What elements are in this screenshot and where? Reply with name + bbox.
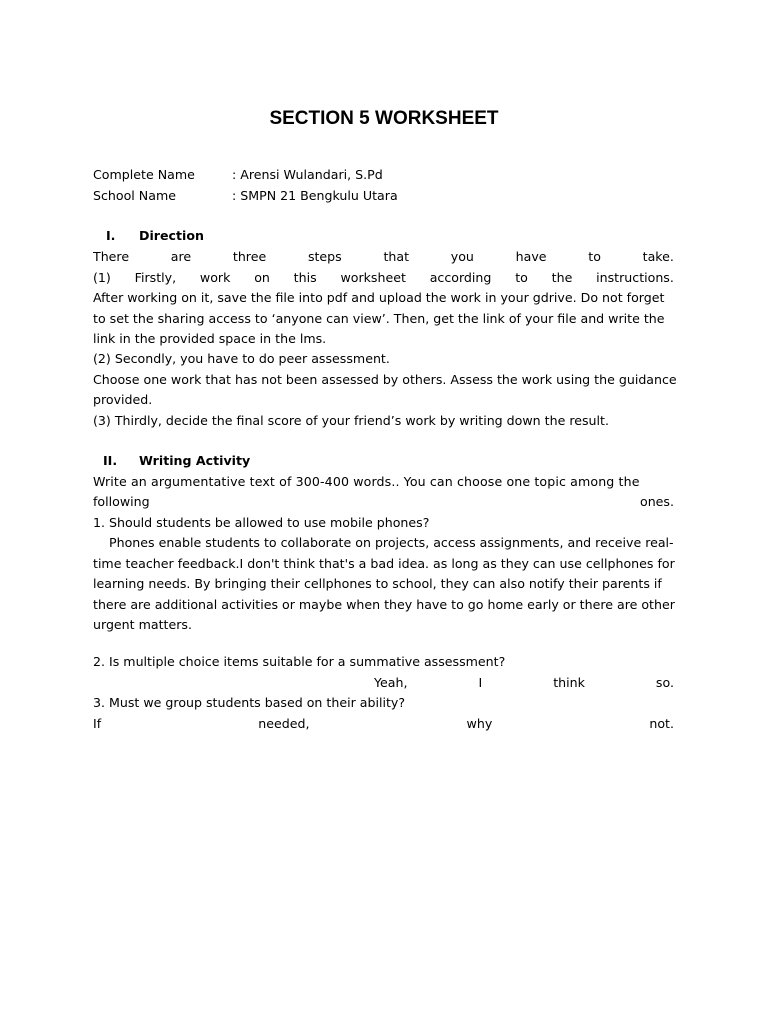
word: There [93, 249, 130, 264]
direction-line-8: provided. [93, 392, 153, 407]
section-heading-writing [93, 451, 674, 471]
name-value: : Arensi Wulandari, S.Pd [232, 167, 383, 182]
word: why [466, 716, 493, 731]
section-title: Direction [139, 228, 204, 243]
section-number: I. [106, 228, 116, 243]
word: (1) [93, 270, 111, 285]
school-label: School Name [93, 188, 176, 203]
writing-line-2 [93, 492, 674, 512]
word: not. [649, 716, 674, 731]
direction-line-2 [93, 268, 674, 288]
page-title: SECTION 5 WORKSHEET [269, 108, 499, 129]
word: worksheet [340, 270, 406, 285]
word: If [93, 716, 102, 731]
word: work [199, 270, 231, 285]
answer-2 [374, 673, 674, 693]
word: are [170, 249, 192, 264]
direction-line-5: link in the provided space in the lms. [93, 331, 327, 346]
school-row [93, 186, 674, 206]
word: the [551, 270, 573, 285]
name-row [93, 165, 674, 185]
name-label: Complete Name [93, 167, 195, 182]
direction-line-4: to set the sharing access to ‘anyone can view’. Then, get the link of your file and write the [93, 311, 665, 326]
word: to [515, 270, 528, 285]
answer-1-line-4: there are additional activities or maybe when they have to go home early or there are other [93, 597, 675, 612]
direction-line-1 [93, 247, 674, 267]
answer-1-line-5: urgent matters. [93, 617, 192, 632]
word: Yeah, [374, 675, 408, 690]
word: three [232, 249, 267, 264]
topic-2: 2. Is multiple choice items suitable for a summative assessment? [93, 654, 506, 669]
section-heading-direction [93, 226, 674, 246]
word: you [450, 249, 474, 264]
word: think [553, 675, 585, 690]
word: that [383, 249, 410, 264]
topic-1: 1. Should students be allowed to use mobile phones? [93, 515, 430, 530]
direction-line-3: After working on it, save the file into pdf and upload the work in your gdrive. Do not forget [93, 290, 665, 305]
word: instructions. [596, 270, 674, 285]
answer-1-line-2: time teacher feedback.I don't think that's a bad idea. as long as they can use cellphones for [93, 556, 675, 571]
direction-line-7: Choose one work that has not been assessed by others. Assess the work using the guidance [93, 372, 677, 387]
word: following [93, 494, 150, 509]
answer-1-line-1: Phones enable students to collaborate on projects, access assignments, and receive real- [109, 535, 674, 550]
word: steps [307, 249, 342, 264]
word: I [478, 675, 483, 690]
writing-line-1: Write an argumentative text of 300-400 words.. You can choose one topic among the [93, 474, 640, 489]
direction-line-6: (2) Secondly, you have to do peer assessment. [93, 351, 390, 366]
word: needed, [258, 716, 310, 731]
word: according [429, 270, 492, 285]
word: ones. [640, 494, 674, 509]
word: take. [642, 249, 674, 264]
word: to [588, 249, 601, 264]
topic-3: 3. Must we group students based on their ability? [93, 695, 406, 710]
direction-line-9: (3) Thirdly, decide the final score of your friend’s work by writing down the result. [93, 413, 609, 428]
word: this [293, 270, 317, 285]
answer-3 [93, 714, 674, 734]
section-number: II. [103, 453, 118, 468]
word: Firstly, [134, 270, 177, 285]
answer-1-line-3: learning needs. By bringing their cellphones to school, they can also notify their parents if [93, 576, 662, 591]
word: on [254, 270, 270, 285]
school-value: : SMPN 21 Bengkulu Utara [232, 188, 398, 203]
word: have [515, 249, 547, 264]
word: so. [655, 675, 674, 690]
section-title: Writing Activity [139, 453, 251, 468]
